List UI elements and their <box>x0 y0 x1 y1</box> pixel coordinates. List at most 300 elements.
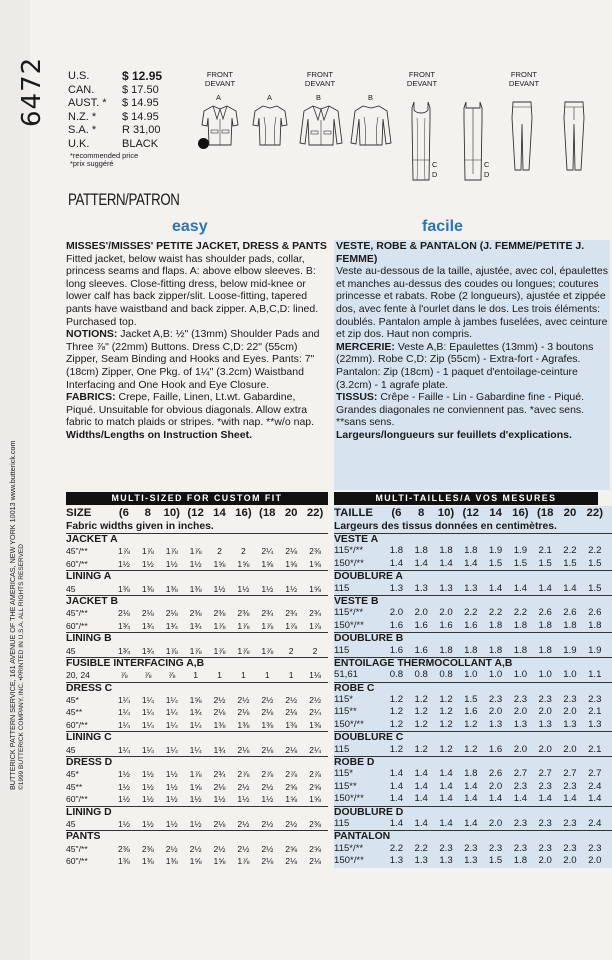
yardage-cell: 1.4 <box>538 793 552 805</box>
yardage-cell: 1.4 <box>464 557 478 569</box>
size-column-header: 10) <box>437 507 455 519</box>
fabric-width-cell: 150*/** <box>334 557 364 569</box>
fabric-width-cell: 115* <box>334 694 354 706</box>
dress-back-sketch <box>460 100 486 182</box>
fig-letter-a2: A <box>267 93 272 102</box>
yardage-cell: 2½ <box>237 695 250 706</box>
size-column-header: 22) <box>306 507 324 519</box>
yardage-cell: 1⅝ <box>189 695 202 706</box>
yardage-cell: 1.9 <box>513 545 528 557</box>
table-section-heading: DOUBLURE B <box>334 632 612 644</box>
yardage-cell: 1½ <box>189 818 202 829</box>
fig-letter-b2: B <box>368 93 373 102</box>
french-title: VESTE, ROBE & PANTALON (J. FEMME/PETITE J. FEMME) <box>336 240 585 265</box>
yardage-cell: 1⅝ <box>309 558 322 569</box>
front-label-a <box>198 70 242 88</box>
yardage-cell: 2⅞ <box>285 769 298 780</box>
yardage-cell: 2½ <box>213 843 226 854</box>
table-row <box>334 793 612 805</box>
fabric-width-cell: 60"/** <box>66 719 88 730</box>
table-en-banner: MULTI-SIZED FOR CUSTOM FIT <box>66 492 328 505</box>
table-row <box>66 694 328 706</box>
price-country: AUST. * <box>68 97 107 110</box>
table-section-heading: ROBE C <box>334 682 612 694</box>
yardage-cell: 1⅞ <box>213 645 226 656</box>
mercerie-text: Veste A,B: Epaulettes (13mm) - 3 boutons (22mm). Robe C,D: Zip (55cm) - Extra-fort - Agrafes. Pantalon: Zip (18cm) - 1 paquet d'entoilage-ceinture (3.2cm) - 1 agrafe plate. <box>336 340 594 391</box>
yardage-cell: 2⅛ <box>285 744 298 755</box>
yardage-cell: 1½ <box>213 583 226 594</box>
yardage-cell: 2⅜ <box>141 843 154 854</box>
fabric-width-cell: 60"/** <box>66 856 88 867</box>
yardage-cell: 1½ <box>141 818 154 829</box>
yardage-cell: 1⅝ <box>261 558 274 569</box>
yardage-cell: 2.3 <box>439 842 453 854</box>
yardage-cell: 2⅛ <box>309 856 322 867</box>
yardage-cell: 1⅜ <box>309 719 322 730</box>
yardage-cell: 1¼ <box>165 744 178 755</box>
yardage-cell: 1.4 <box>414 768 428 780</box>
english-body: Fitted jacket, below waist has shoulder pads, collar, princess seams and flaps. A: above elbow sleeves. B: long sleeves. Close-fitting dress, below mid-knee or lower calf has back zipper/slit. Loose-fitting, tapered pants have waistband and back zipper. A,B,C,D: lined. Purchased top. <box>66 252 319 328</box>
yardage-cell: 1⅞ <box>165 546 178 557</box>
yardage-cell: 1.3 <box>588 718 602 730</box>
yardage-cell: 1⅜ <box>213 719 226 730</box>
yardage-cell: 1.4 <box>389 793 404 805</box>
front-text: FRONT <box>206 70 234 79</box>
yardage-cell: 2⅜ <box>213 608 226 619</box>
yardage-cell: 1⅝ <box>213 856 226 867</box>
yardage-cell: 1¾ <box>141 620 154 631</box>
fig-letter-b1: B <box>316 93 321 102</box>
size-column-header: 20 <box>563 507 577 519</box>
table-section-heading: JACKET A <box>66 533 328 545</box>
yardage-cell: 1.4 <box>414 793 428 805</box>
yardage-cell: 2⅝ <box>285 781 298 792</box>
yardage-cell: 1 <box>193 670 198 681</box>
table-row <box>334 843 612 855</box>
yardage-cell: 2.0 <box>588 855 602 867</box>
fabric-width-cell: 115 <box>334 582 350 594</box>
yardage-cell: 1¾ <box>165 620 178 631</box>
yardage-cell: 2.3 <box>538 817 552 829</box>
yardage-cell: 2½ <box>309 695 322 706</box>
yardage-cell: 1.4 <box>439 780 453 792</box>
fabric-width-cell: 45 <box>66 645 76 656</box>
yardage-cell: 1.4 <box>389 557 404 569</box>
fabric-width-cell: 45"/** <box>66 608 88 619</box>
yardage-cell: 1½ <box>213 794 226 805</box>
yardage-cell: 1⅝ <box>285 558 298 569</box>
yardage-cell: 2.0 <box>538 706 552 718</box>
yardage-cell: 1½ <box>165 558 178 569</box>
devant-text: DEVANT <box>304 79 336 88</box>
yardage-cell: 1.3 <box>439 582 453 594</box>
yardage-cell: 1.2 <box>389 718 404 730</box>
yardage-cell: ⅞ <box>144 670 152 681</box>
yardage-cell: 1⅞ <box>237 620 250 631</box>
jacket-b-front-sketch <box>298 103 344 147</box>
yardage-cell: 1¼ <box>117 719 130 730</box>
fig-letter-a1: A <box>216 93 221 102</box>
yardage-cell: 2.6 <box>488 768 503 780</box>
size-column-header: 22) <box>586 507 603 519</box>
table-subheader: Largeurs des tissus données en centimètres. <box>334 521 557 532</box>
fabric-width-cell: 45"/** <box>66 546 88 557</box>
yardage-cell: 1.2 <box>464 743 478 755</box>
yardage-cell: 1.8 <box>513 619 528 631</box>
english-widths-note: Widths/Lengths on Instruction Sheet. <box>66 428 252 441</box>
fabric-width-cell: 115* <box>334 768 354 780</box>
yardage-cell: 1¼ <box>141 744 154 755</box>
yardage-cell: 2⅞ <box>309 769 322 780</box>
yardage-cell: 1.4 <box>389 768 404 780</box>
yardage-cell: 2⅝ <box>309 843 322 854</box>
level-label-fr: facile <box>422 218 463 235</box>
yardage-cell: 2.3 <box>563 842 577 854</box>
yardage-cell: 1½ <box>165 769 178 780</box>
yardage-cell: 1⅞ <box>141 546 154 557</box>
yardage-cell: 1¾ <box>189 620 202 631</box>
yardage-cell: 2⅝ <box>309 781 322 792</box>
yardage-cell: 1.9 <box>588 644 602 656</box>
yardage-cell: 1⅞ <box>165 645 178 656</box>
yardage-cell: 1⅞ <box>189 546 202 557</box>
yardage-cell: 2½ <box>165 843 178 854</box>
size-column-header: 14 <box>489 507 502 519</box>
price-row <box>68 97 209 111</box>
tissus-heading: TISSUS: <box>336 391 378 404</box>
yardage-cell: 1.8 <box>464 768 478 780</box>
yardage-cell: 1.4 <box>513 793 528 805</box>
yardage-cell: 1¾ <box>189 707 202 718</box>
fabric-width-cell: 115** <box>334 780 357 792</box>
yardage-table-en <box>66 506 328 868</box>
table-row <box>334 669 612 681</box>
yardage-cell: 2.3 <box>513 694 528 706</box>
yardage-cell: 2.3 <box>563 817 577 829</box>
yardage-cell: 1.5 <box>488 557 503 569</box>
price-country: N.Z. * <box>68 110 97 123</box>
pattern-label: PATTERN/PATRON <box>68 190 180 209</box>
fabrics-text: Crepe, Faille, Linen, Lt.wt. Gabardine, Piqué. Unsuitable for obvious diagonals. Allow extra fabric to match plaids or stripes. *with nap. **w/o nap. <box>66 391 315 429</box>
yardage-cell: 2¾ <box>285 608 298 619</box>
mercerie-heading: MERCERIE: <box>336 340 395 353</box>
table-section-heading: LINING C <box>66 731 328 743</box>
yardage-cell: 1 <box>217 670 222 681</box>
yardage-cell: 1⅝ <box>189 781 202 792</box>
price-row <box>68 124 209 138</box>
yardage-cell: 1.2 <box>439 718 453 730</box>
notions-heading: NOTIONS: <box>66 328 118 341</box>
yardage-cell: 1.5 <box>488 855 503 867</box>
yardage-cell: 1½ <box>165 794 178 805</box>
yardage-cell: 1.4 <box>588 793 602 805</box>
table-row <box>334 558 612 570</box>
fabric-width-cell: 51,61 <box>334 669 359 681</box>
yardage-cell: 2.0 <box>414 607 428 619</box>
yardage-cell: 2 <box>217 546 222 557</box>
french-fabrics <box>336 391 610 429</box>
yardage-cell: 1.3 <box>488 718 503 730</box>
table-section-heading: LINING A <box>66 570 328 582</box>
yardage-cell: 1⅜ <box>117 583 130 594</box>
yardage-cell: 2.3 <box>513 817 528 829</box>
yardage-cell: 2.3 <box>563 780 577 792</box>
price-amount: $ 17.50 <box>122 83 159 96</box>
yardage-cell: 1.8 <box>439 644 453 656</box>
price-row <box>68 84 209 98</box>
table-section-heading: LINING B <box>66 632 328 644</box>
yardage-cell: 1¼ <box>165 707 178 718</box>
yardage-cell: 2.2 <box>414 842 428 854</box>
yardage-cell: 1½ <box>117 781 130 792</box>
fabric-width-cell: 45* <box>66 695 79 706</box>
yardage-cell: 1⅜ <box>261 719 274 730</box>
yardage-cell: 1⅜ <box>117 856 130 867</box>
english-title: MISSES'/MISSES' PETITE JACKET, DRESS & PANTS <box>66 240 327 252</box>
yardage-cell: ⅞ <box>120 670 128 681</box>
table-row <box>334 583 612 595</box>
table-section-heading: LINING D <box>66 806 328 818</box>
yardage-cell: 1½ <box>141 781 154 792</box>
yardage-cell: 2¼ <box>309 744 322 755</box>
yardage-cell: 1.8 <box>414 545 428 557</box>
yardage-cell: 1¼ <box>141 695 154 706</box>
yardage-cell: 1.2 <box>414 743 428 755</box>
yardage-cell: 1.6 <box>414 644 428 656</box>
table-section-heading: DRESS C <box>66 682 328 694</box>
yardage-cell: 1.3 <box>464 855 478 867</box>
table-section-heading: VESTE B <box>334 595 612 607</box>
yardage-cell: 2⅛ <box>213 781 226 792</box>
yardage-cell: 1.3 <box>513 718 528 730</box>
yardage-cell: 2.3 <box>464 842 478 854</box>
fabric-width-cell: 150*/** <box>334 718 364 730</box>
table-row <box>334 694 612 706</box>
size-header-row <box>66 506 328 520</box>
front-text: FRONT <box>306 70 334 79</box>
yardage-cell: 1.6 <box>488 743 503 755</box>
yardage-cell: 1½ <box>165 818 178 829</box>
fabric-width-cell: 45 <box>66 818 76 829</box>
yardage-cell: 2⅜ <box>189 608 202 619</box>
yardage-cell: ⅞ <box>168 670 176 681</box>
table-row <box>66 545 328 557</box>
yardage-cell: 2½ <box>213 695 226 706</box>
yardage-cell: 2.7 <box>563 768 577 780</box>
yardage-cell: 2⅛ <box>261 744 274 755</box>
yardage-cell: 2⅛ <box>117 608 130 619</box>
table-row <box>66 607 328 619</box>
fabric-width-cell: 45"/** <box>66 843 88 854</box>
fabric-width-cell: 45 <box>66 583 76 594</box>
yardage-cell: 1⅞ <box>285 620 298 631</box>
table-section-heading: VESTE A <box>334 533 612 545</box>
yardage-cell: 1⅞ <box>309 620 322 631</box>
yardage-cell: 2.3 <box>538 780 552 792</box>
fabric-width-cell: 45** <box>66 781 83 792</box>
english-notions <box>66 328 328 391</box>
yardage-cell: 1.3 <box>414 855 428 867</box>
yardage-cell: 1.4 <box>414 817 428 829</box>
yardage-cell: 1.8 <box>488 619 503 631</box>
yardage-cell: 2⅛ <box>213 707 226 718</box>
price-country: S.A. * <box>68 124 97 137</box>
yardage-cell: 2¾ <box>309 608 322 619</box>
yardage-cell: 1.8 <box>464 644 478 656</box>
table-row <box>66 793 328 805</box>
fabric-width-cell: 60"/** <box>66 794 88 805</box>
yardage-cell: 2.6 <box>538 607 552 619</box>
yardage-cell: 1½ <box>237 794 250 805</box>
yardage-cell: 2.3 <box>488 842 503 854</box>
yardage-cell: 1.8 <box>563 619 577 631</box>
table-section-heading: DOUBLURE D <box>334 806 612 818</box>
size-column-header: (12 <box>187 507 204 519</box>
size-column-header: 20 <box>284 507 298 519</box>
fabric-width-cell: 60"/** <box>66 620 88 631</box>
yardage-cell: 1½ <box>237 583 250 594</box>
yardage-cell: 1.2 <box>464 718 478 730</box>
yardage-cell: 2.7 <box>588 768 602 780</box>
fabric-width-cell: 20, 24 <box>66 670 90 681</box>
size-column-header: 14 <box>213 507 226 519</box>
table-row <box>334 744 612 756</box>
yardage-cell: 1¼ <box>141 707 154 718</box>
size-column-header: 10) <box>163 507 180 519</box>
yardage-cell: 2⅛ <box>237 707 250 718</box>
yardage-cell: 2.4 <box>588 780 602 792</box>
yardage-cell: 1.5 <box>588 557 602 569</box>
english-fabrics <box>66 391 328 429</box>
table-row <box>334 818 612 830</box>
yardage-cell: 1.6 <box>439 619 453 631</box>
price-note-fr: *prix suggéré <box>70 158 114 168</box>
yardage-cell: 2.3 <box>538 842 552 854</box>
yardage-cell: 1.3 <box>414 582 428 594</box>
yardage-cell: 2.0 <box>389 607 404 619</box>
yardage-cell: 2.0 <box>513 743 528 755</box>
table-section-heading: JACKET B <box>66 595 328 607</box>
yardage-cell: 1.4 <box>563 582 577 594</box>
yardage-cell: 2.0 <box>439 607 453 619</box>
yardage-cell: 1.3 <box>563 718 577 730</box>
yardage-cell: 1.0 <box>488 669 503 681</box>
yardage-cell: 2½ <box>237 818 250 829</box>
yardage-cell: 1.2 <box>414 694 428 706</box>
yardage-cell: 1⅝ <box>237 558 250 569</box>
yardage-cell: 2¼ <box>309 707 322 718</box>
yardage-cell: 1.2 <box>439 706 453 718</box>
fabrics-heading: FABRICS: <box>66 391 116 404</box>
yardage-cell: 1½ <box>285 583 298 594</box>
yardage-cell: 1 <box>264 670 270 681</box>
yardage-cell: 1.5 <box>464 694 478 706</box>
fabric-width-cell: 115*/** <box>334 545 364 557</box>
yardage-cell: 1.4 <box>414 780 428 792</box>
yardage-cell: 1.8 <box>488 644 503 656</box>
table-row <box>334 645 612 657</box>
yardage-cell: 2¼ <box>261 546 274 557</box>
yardage-cell: 1 <box>241 670 246 681</box>
tissus-text: Crêpe - Faille - Lin - Gabardine fine - Piqué. Grandes diagonales ne conviennent pas. *avec sens. **sans sens. <box>336 391 585 429</box>
yardage-cell: 2⅜ <box>309 818 322 829</box>
size-column-header: (18 <box>259 507 276 519</box>
fabric-width-cell: 150*/** <box>334 855 364 867</box>
table-row <box>334 706 612 718</box>
yardage-cell: 1.4 <box>563 793 577 805</box>
yardage-cell: 2⅛ <box>285 707 298 718</box>
yardage-cell: 2.1 <box>588 743 602 755</box>
table-section-heading: DOUBLURE C <box>334 731 612 743</box>
devant-text: DEVANT <box>406 79 438 88</box>
yardage-cell: 2½ <box>261 781 274 792</box>
table-row <box>66 744 328 756</box>
yardage-cell: 2.1 <box>538 545 552 557</box>
size-header-row <box>334 506 612 520</box>
yardage-cell: 2 <box>288 645 294 656</box>
yardage-cell: 1.2 <box>439 743 453 755</box>
yardage-cell: 2½ <box>237 843 250 854</box>
table-section-heading: FUSIBLE INTERFACING A,B <box>66 657 328 669</box>
yardage-cell: 1¾ <box>117 645 130 656</box>
yardage-cell: 1.6 <box>389 619 404 631</box>
yardage-cell: 2½ <box>237 781 250 792</box>
table-row <box>66 645 328 657</box>
table-section-heading: PANTALON <box>334 830 612 842</box>
yardage-cell: 2.2 <box>389 842 404 854</box>
yardage-cell: 1.8 <box>464 545 478 557</box>
yardage-cell: 1⅞ <box>189 645 202 656</box>
yardage-cell: 1.8 <box>538 644 552 656</box>
yardage-cell: 1.8 <box>513 855 528 867</box>
yardage-cell: 1.2 <box>389 706 404 718</box>
yardage-cell: 1⅝ <box>213 558 226 569</box>
yardage-cell: 2⅜ <box>237 608 250 619</box>
yardage-cell: 1.4 <box>538 582 552 594</box>
price-country: U.K. <box>68 137 90 150</box>
price-country: U.S. <box>68 70 90 82</box>
yardage-cell: 1.4 <box>464 793 478 805</box>
fabric-width-cell: 115** <box>334 706 357 718</box>
yardage-cell: 2.2 <box>563 545 577 557</box>
yardage-cell: 2.3 <box>588 694 602 706</box>
dress-front-sketch <box>408 100 434 182</box>
yardage-cell: 1½ <box>117 558 130 569</box>
yardage-cell: 1.2 <box>414 718 428 730</box>
devant-text: DEVANT <box>204 79 236 88</box>
yardage-cell: 2½ <box>285 695 298 706</box>
price-amount: BLACK <box>122 137 159 150</box>
yardage-cell: 1.8 <box>513 644 528 656</box>
size-column-header: 16) <box>512 507 529 519</box>
yardage-cell: 1.4 <box>439 557 453 569</box>
yardage-cell: 1¼ <box>141 719 154 730</box>
yardage-cell: 1.4 <box>513 582 528 594</box>
table-row <box>334 545 612 557</box>
yardage-cell: 1½ <box>189 558 202 569</box>
yardage-cell: 1⅜ <box>285 719 298 730</box>
devant-text: DEVANT <box>508 79 540 88</box>
yardage-cell: 1½ <box>261 583 274 594</box>
yardage-cell: 2⅛ <box>165 608 178 619</box>
yardage-cell: 2½ <box>189 843 202 854</box>
fabric-width-cell: 150*/** <box>334 793 364 805</box>
yardage-cell: 1.6 <box>464 706 478 718</box>
yardage-cell: 2.3 <box>563 694 577 706</box>
table-row <box>66 706 328 718</box>
table-row <box>66 781 328 793</box>
table-row <box>66 818 328 830</box>
